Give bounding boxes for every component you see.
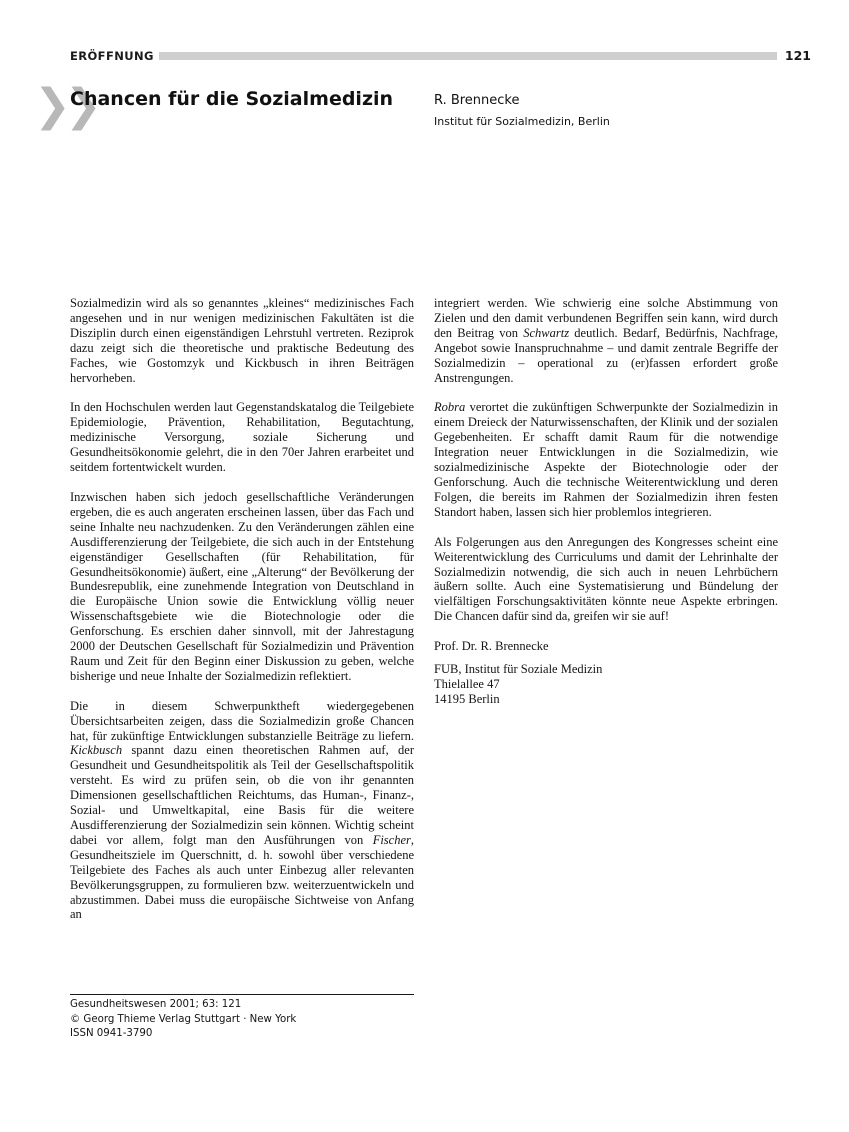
paragraph: [434, 400, 778, 519]
section-label: ERÖFFNUNG: [70, 49, 154, 63]
article-title: Chancen für die Sozialmedizin: [70, 88, 394, 110]
author-reference: Schwartz: [523, 325, 570, 340]
paragraph: Sozialmedizin wird als so genanntes „kleines“ medizinisches Fach angesehen und in nur wenigen medizinischen Fakultäten ist die Disziplin durch einen eigenständigen Lehrstuhl vertreten. Reziprok dazu zeigt sich die theoretische und praktische Bedeutung des Faches, wie Gostomzyk und Kickbusch in ihren Beiträgen hervorheben.: [70, 296, 414, 385]
header-bar: [159, 52, 777, 60]
paragraph: In den Hochschulen werden laut Gegenstandskatalog die Teilgebiete Epidemiologie, Prävention, Rehabilitation, Begutachtung, medizinische Versorgung, soziale Sicherung und Gesundheitsökonomie gelehrt, die in den 70er Jahren erarbeitet und seitdem fortentwickelt wurden.: [70, 400, 414, 475]
text-run: Die in diesem Schwerpunktheft wiedergegebenen Übersichtsarbeiten zeigen, dass die Sozialmedizin große Chancen hat, für zukünftige Entwicklungen substanzielle Beiträge zu liefern.: [70, 698, 414, 743]
author-reference: Fischer: [372, 832, 411, 847]
text-run: integriert werden. Wie schwierig eine solche Abstimmung von Zielen und den damit verbundenen Begriffen sein kann, wird durch den Beitrag von: [434, 296, 778, 340]
text-run: , Gesundheitsziele im Querschnitt, d. h. sowohl über verschiedene Teilgebiete des Faches als auch unter Einbezug aller relevanten Bevölkerungsgruppen, zu formulieren bzw. weiterzuentwickeln und abzustimmen. Dabei muss die europäische Sichtweise von Anfang an: [70, 832, 414, 922]
text-run: deutlich. Bedarf, Bedürfnis, Nachfrage, Angebot sowie Inanspruchnahme – und damit zentrale Begriffe der Sozialmedizin – operational zu (er)fassen erfordert große Anstrengungen.: [434, 325, 779, 385]
right-column: [434, 296, 778, 707]
paragraph: Als Folgerungen aus den Anregungen des Kongresses scheint eine Weiterentwicklung des Curriculums und damit der Lehrinhalte der Sozialmedizin notwendig, die sich auch in neuen Lehrbüchern äußern sollte. Auch eine Systematisierung und Bündelung der vielfältigen Forschungsaktivitäten könnte neue Aspekte erbringen. Die Chancen dafür sind da, greifen wir sie auf!: [434, 534, 778, 624]
page-number: 121: [784, 48, 811, 63]
left-column: [70, 296, 414, 937]
signature: Prof. Dr. R. Brennecke: [434, 639, 549, 654]
author-reference: Kickbusch: [70, 743, 123, 758]
author-name: R. Brennecke: [434, 93, 520, 108]
paragraph: [434, 296, 778, 385]
address-line: 14195 Berlin: [434, 691, 500, 706]
running-header: [70, 48, 811, 64]
paragraph: [70, 699, 414, 923]
journal-citation: Gesundheitswesen 2001; 63: 121: [70, 999, 242, 1010]
footer-divider: [70, 994, 414, 995]
issn-line: ISSN 0941-3790: [70, 1028, 153, 1039]
author-affiliation: Institut für Sozialmedizin, Berlin: [434, 115, 610, 128]
author-reference: Robra: [434, 400, 466, 415]
address-line: FUB, Institut für Soziale Medizin: [434, 662, 603, 677]
guillemet-icon: ❯❯: [34, 80, 96, 131]
text-run: spannt dazu einen theoretischen Rahmen auf, der Gesundheit und Gesundheitspolitik als Teil der Gesellschaftspolitik versteht. Es wird zu prüfen sein, ob die von ihr genannten Dimensionen gesellschaftlichen Reichtums, das Human-, Finanz-, Sozial- und Umweltkapital, eine Basis für die weitere Ausdifferenzierung der Sozialmedizin sein können. Wichtig scheint dabei vor allem, folgt man den Ausführungen von: [70, 743, 414, 847]
text-run: verortet die zukünftigen Schwerpunkte der Sozialmedizin in einem Dreieck der Naturwissenschaften, der Klinik und der sozialen Gegebenheiten. Er schafft damit Raum für die notwendige Integration neuer Entwicklungen in die Sozialmedizin, wie sozialmedizinische Aspekte der Biotechnologie oder der Genforschung. Auch die technische Weiterentwicklung und deren Folgen, die bereits im Rahmen der Sozialmedizin ihren festen Standort haben, lassen sich hier problemlos integrieren.: [434, 400, 778, 519]
publication-footer: [70, 998, 296, 1042]
copyright-line: © Georg Thieme Verlag Stuttgart · New York: [70, 1013, 297, 1025]
address-line: Thielallee 47: [434, 676, 500, 691]
paragraph: Inzwischen haben sich jedoch gesellschaftliche Veränderungen ergeben, die es auch angeraten erscheinen lassen, über das Fach und seine Inhalte neu nachzudenken. Zu den Veränderungen zählen eine Ausdifferenzierung der Teilgebiete, die sich auch in der Entstehung eigenständiger Gesellschaften (für Rehabilitation, für Gesundheitsökonomie) äußert, eine „Alterung“ der Bevölkerung der Bundesrepublik, eine zunehmende Integration von Deutschland in die Europäische Union sowie die Entwicklung völlig neuer Wissenschaftsgebiete wie die Biotechnologie oder die Genforschung. Es erschien daher sinnvoll, mit der Jahrestagung 2000 der Deutschen Gesellschaft für Sozialmedizin und Prävention Raum und Zeit für den Beginn einer Diskussion zu geben, welche bisherige und neue Inhalte der Sozialmedizin reflektiert.: [70, 489, 414, 683]
